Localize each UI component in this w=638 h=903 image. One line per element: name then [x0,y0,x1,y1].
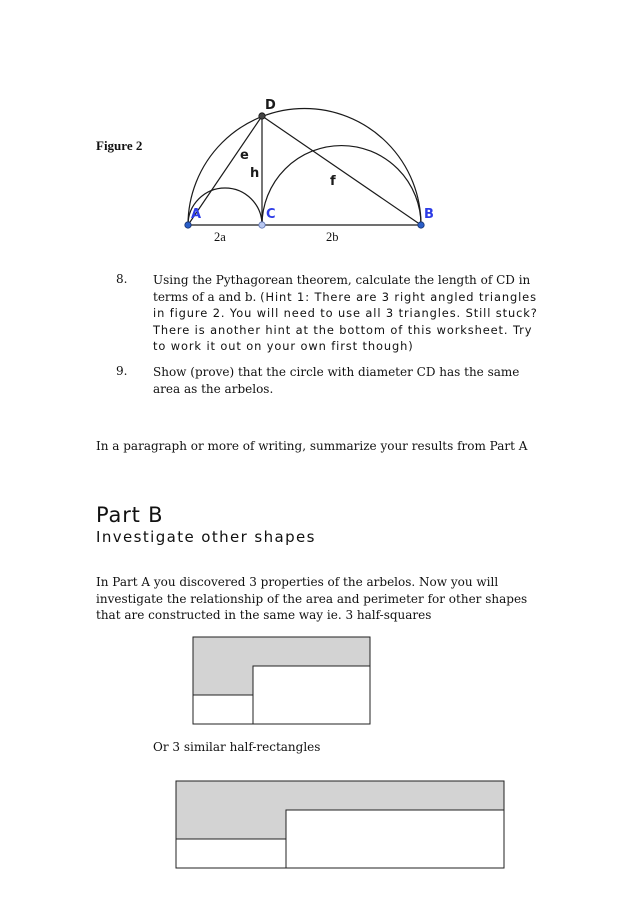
question-8-text [153,272,545,355]
figure-label: Figure 2 [96,138,143,153]
question-8-body: Using the Pythagorean theorem, calculate the length of CD in terms of a and b. [153,273,531,304]
part-b-intro: In Part A you discovered 3 properties of the arbelos. Now you will investigate the relationship of the area and perimeter for other shapes that are constructed in the same way ie. 3 half-squares [96,575,528,622]
segment-db [262,116,421,225]
part-b-title: Part B [96,503,164,527]
small-half-rectangle [176,839,286,868]
part-b-subtitle: Investigate other shapes [96,528,316,546]
question-8-number: 8. [116,272,128,286]
large-semicircle [188,109,421,226]
half-rectangles-diagram [175,780,506,870]
arbelos-figure [180,96,440,231]
small-half-square [193,695,253,724]
segment-e-label: e [240,148,249,163]
point-d-label: D [265,98,276,113]
point-c-label: C [266,207,276,222]
label-2b: 2b [326,230,339,244]
point-a-label: A [191,207,202,222]
half-rectangles-caption: Or 3 similar half-rectangles [153,740,321,754]
point-d-dot [259,113,265,119]
label-2a: 2a [214,230,226,244]
medium-half-rectangle [286,810,504,868]
segment-h-label: h [250,166,260,181]
medium-half-square [253,666,370,724]
summary-prompt: In a paragraph or more of writing, summarize your results from Part A [96,439,528,453]
segment-f-label: f [330,174,336,189]
half-squares-diagram [192,636,373,726]
point-b-dot [418,222,424,228]
semicircle-right [262,146,421,225]
question-9-number: 9. [116,364,128,378]
point-a-dot [185,222,191,228]
question-9-text: Show (prove) that the circle with diameter CD has the same area as the arbelos. [153,365,520,396]
point-b-label: B [424,207,434,222]
point-c-dot [259,222,265,228]
question-8-hint: (Hint 1: There are 3 right angled triangles in figure 2. You will need to use all 3 triangles. Still stuck? There is another hint at the bottom of this worksheet. Try to work it out on your own first though) [153,289,538,353]
